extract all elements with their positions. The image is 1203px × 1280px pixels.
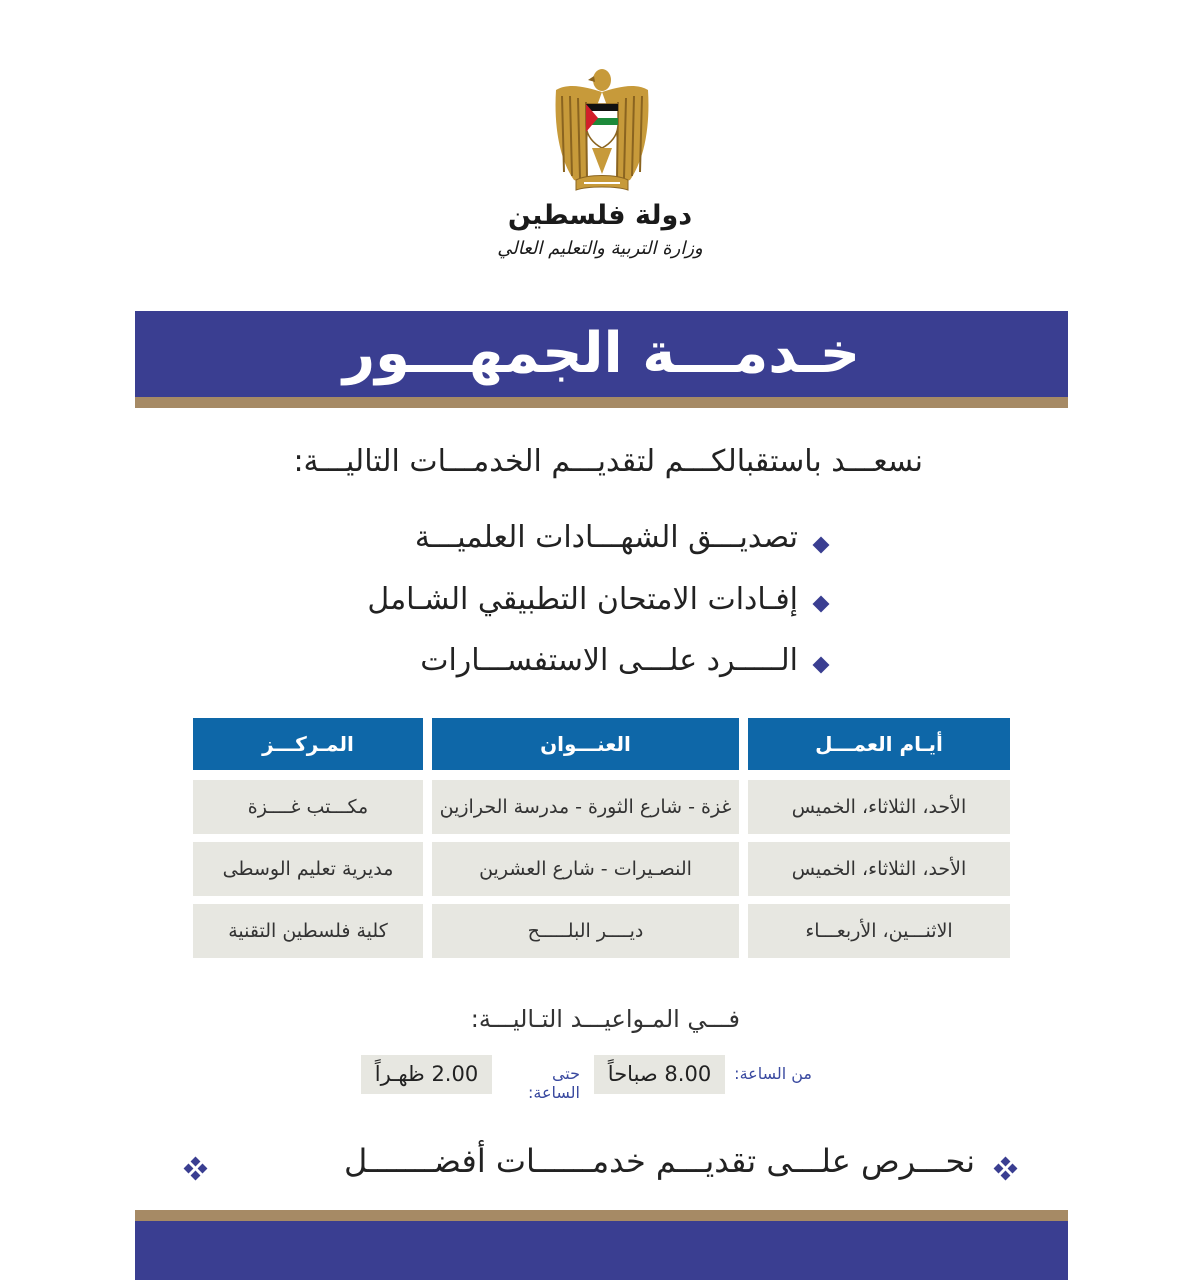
table-header-address: العنـــوان: [432, 718, 739, 770]
palestine-eagle-emblem: [548, 62, 656, 202]
country-name: دولة فلسطين: [507, 200, 693, 231]
title-banner-gold-stripe: [135, 397, 1068, 408]
service-item-certificates: تصديـــق الشهـــادات العلميـــة: [414, 520, 798, 555]
diamond-bullet-icon: [813, 596, 830, 613]
table-cell-center: مكـــتب غــــزة: [193, 780, 423, 834]
diamond-bullet-icon: [813, 537, 830, 554]
service-item-exam-statements: إفـادات الامتحان التطبيقي الشـامل: [367, 582, 798, 617]
table-cell-center: كلية فلسطين التقنية: [193, 904, 423, 958]
table-cell-days: الأحد، الثلاثاء، الخميس: [748, 842, 1010, 896]
slogan-text: نحـــرص علـــى تقديـــم خدمــــــات أفضـــــــل: [343, 1142, 975, 1180]
service-item-inquiries: الـــــرد علـــى الاستفســـارات: [420, 643, 798, 678]
to-time-value: 2.00 ظهـراً: [361, 1055, 492, 1094]
ministry-name: وزارة التربية والتعليم العالي: [497, 238, 703, 259]
table-header-days: أيـام العمـــل: [748, 718, 1010, 770]
table-header-center: المـركـــز: [193, 718, 423, 770]
times-heading: فـــي المـواعيـــد التـاليـــة:: [470, 1005, 740, 1033]
from-label: من الساعة:: [734, 1064, 812, 1083]
table-cell-center: مديرية تعليم الوسطى: [193, 842, 423, 896]
diamond-cluster-icon: [183, 1156, 209, 1182]
table-cell-address: ديــــر البلـــــح: [432, 904, 739, 958]
footer-band: [135, 1221, 1068, 1280]
page-title: خـدمـــة الجمهـــور: [342, 321, 861, 386]
footer-gold-stripe: [135, 1210, 1068, 1221]
table-cell-days: الأحد، الثلاثاء، الخميس: [748, 780, 1010, 834]
intro-text: نسعـــد باستقبالكـــم لتقديـــم الخدمـــات التاليـــة:: [293, 444, 923, 479]
diamond-cluster-icon: [993, 1156, 1019, 1182]
table-cell-days: الاثنـــين، الأربعـــاء: [748, 904, 1010, 958]
from-time-value: 8.00 صباحاً: [594, 1055, 725, 1094]
to-label: حتى الساعة:: [528, 1064, 580, 1102]
table-cell-address: النصـيرات - شارع العشرين: [432, 842, 739, 896]
table-cell-address: غزة - شارع الثورة - مدرسة الحرازين: [432, 780, 739, 834]
diamond-bullet-icon: [813, 657, 830, 674]
